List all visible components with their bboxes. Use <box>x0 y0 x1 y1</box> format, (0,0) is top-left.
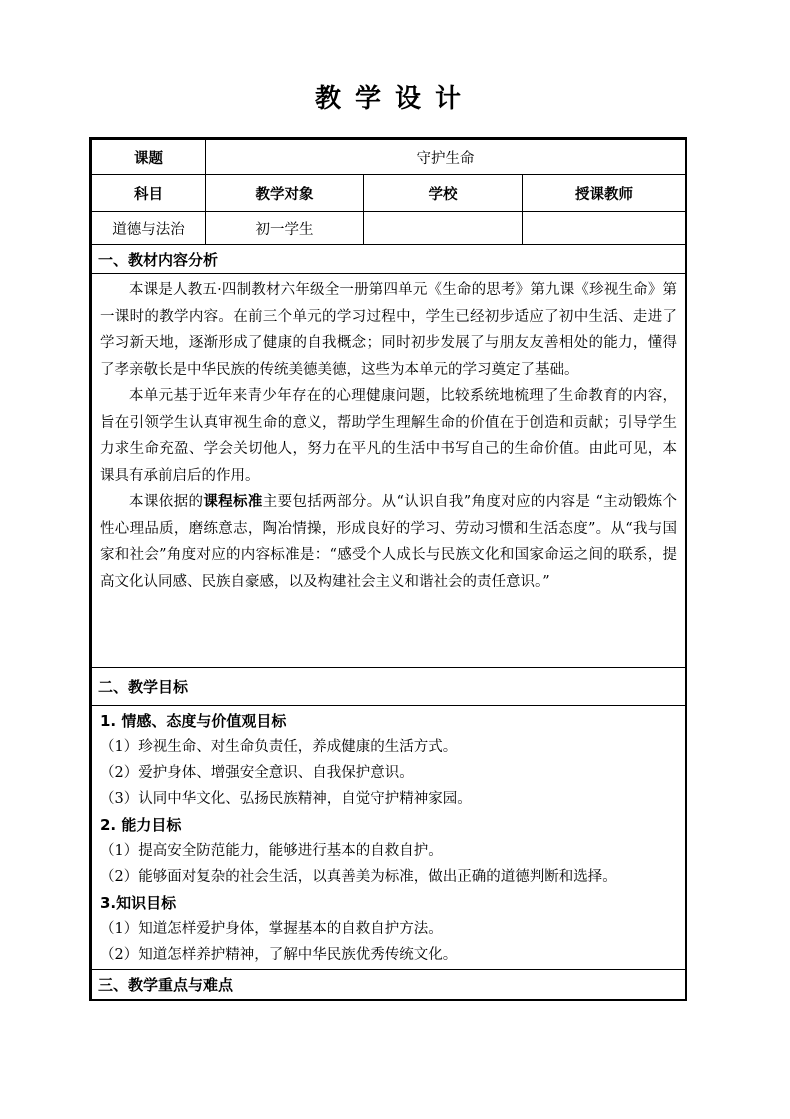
section2-title-row <box>92 668 686 706</box>
topic-label: 课题 <box>92 140 206 175</box>
section2-body-row <box>92 706 686 970</box>
goal2-title: 2. 能力目标 <box>100 816 182 834</box>
analysis-paragraph-3 <box>100 489 677 595</box>
audience-value: 初一学生 <box>206 212 364 245</box>
goal2-item-1: （1）提高安全防范能力，能够进行基本的自救自护。 <box>100 843 443 859</box>
info-header-row <box>92 175 686 212</box>
subject-value: 道德与法治 <box>92 212 206 245</box>
school-value <box>364 212 523 245</box>
subject-label: 科目 <box>92 175 206 212</box>
audience-label: 教学对象 <box>206 175 364 212</box>
section2-body <box>92 706 686 970</box>
p3-bold-term: 课程标准 <box>203 494 263 510</box>
p3-after: 主要包括两部分。从“认识自我”角度对应的内容是 “主动锻炼个性心理品质，磨练意志，陶冶情操，形成良好的学习、劳动习惯和生活态度”。从“我与国家和社会”角度对应的内容标准是：“感受个人成长与民族文化和国家命运之间的联系，提高文化认同感、民族自豪感，以及构建社会主义和谐社会的责任意识。” <box>100 494 678 590</box>
goal1-item-2: （2）爱护身体、增强安全意识、自我保护意识。 <box>100 765 414 781</box>
topic-value: 守护生命 <box>206 140 686 175</box>
goal3-item-2: （2）知道怎样养护精神，了解中华民族优秀传统文化。 <box>100 947 458 963</box>
school-label: 学校 <box>364 175 523 212</box>
section1-body-row <box>92 274 686 668</box>
goal2-item-2: （2）能够面对复杂的社会生活，以真善美为标准，做出正确的道德判断和选择。 <box>100 869 617 885</box>
analysis-paragraph-1: 本课是人教五·四制教材六年级全一册第四单元《生命的思考》第九课《珍视生命》第一课时的教学内容。在前三个单元的学习过程中，学生已经初步适应了初中生活、走进了学习新天地，逐渐形成了健康的自我概念；同时初步发展了与朋友友善相处的能力，懂得了孝亲敬长是中华民族的传统美德美德，这些为本单元的学习奠定了基础。 <box>100 282 678 378</box>
goal1-item-3: （3）认同中华文化、弘扬民族精神，自觉守护精神家园。 <box>100 791 472 807</box>
section1-title: 一、教材内容分析 <box>92 245 686 274</box>
section1-body <box>92 274 686 668</box>
document-title: 教学设计 <box>314 84 475 114</box>
teacher-label: 授课教师 <box>523 175 686 212</box>
goal1-item-1: （1）珍视生命、对生命负责任，养成健康的生活方式。 <box>100 739 458 755</box>
section2-title: 二、教学目标 <box>92 668 686 706</box>
lesson-plan-table <box>91 139 686 1000</box>
analysis-paragraph-2: 本单元基于近年来青少年存在的心理健康问题，比较系统地梳理了生命教育的内容，旨在引领学生认真审视生命的意义，帮助学生理解生命的价值在于创造和贡献；引导学生力求生命充盈、学会关切他人，努力在平凡的生活中书写自己的生命价值。由此可见，本课具有承前启后的作用。 <box>100 388 678 484</box>
goal1-title: 1. 情感、态度与价值观目标 <box>100 712 287 730</box>
p3-before: 本课依据的 <box>129 494 204 510</box>
topic-row <box>92 140 686 175</box>
goal3-title: 3.知识目标 <box>100 894 177 912</box>
info-value-row <box>92 212 686 245</box>
section1-title-row <box>92 245 686 274</box>
section3-title-row <box>92 970 686 1000</box>
teacher-value <box>523 212 686 245</box>
goal3-item-1: （1）知道怎样爱护身体，掌握基本的自救自护方法。 <box>100 921 443 937</box>
section3-title: 三、教学重点与难点 <box>92 970 686 1000</box>
